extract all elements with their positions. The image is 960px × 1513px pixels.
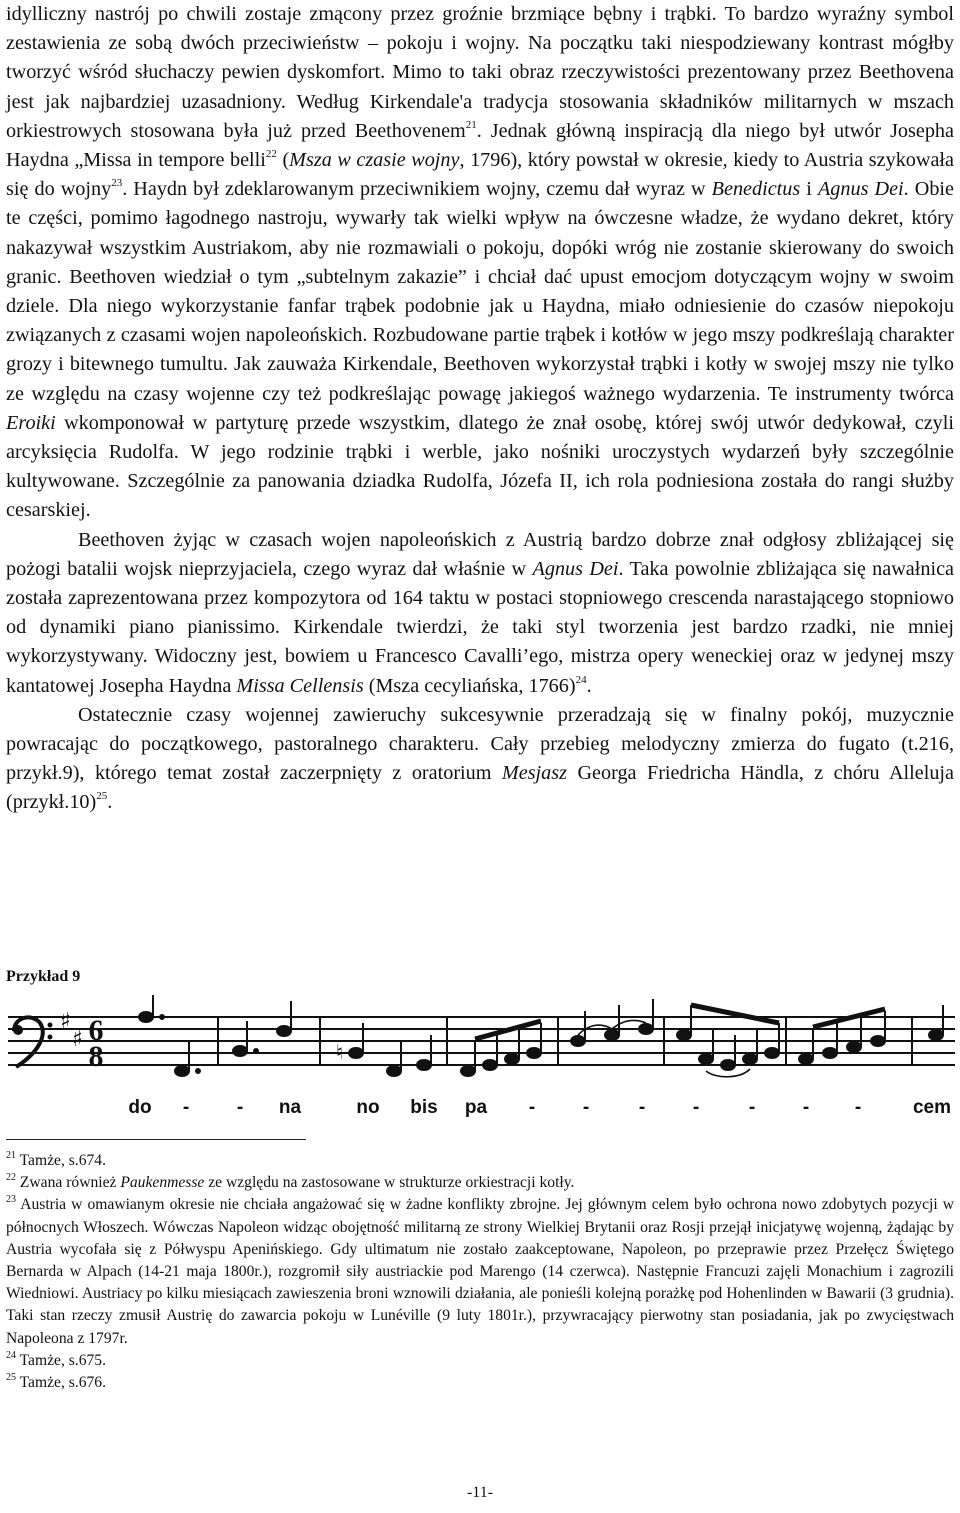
footnote-text: Tamże, s.676. <box>16 1374 106 1392</box>
lyric-syllable: - <box>528 1097 536 1118</box>
svg-text:♯: ♯ <box>72 1027 83 1052</box>
music-example-score <box>0 995 960 1125</box>
lyric-syllable: - <box>692 1097 700 1118</box>
svg-text:♮: ♮ <box>336 1040 344 1064</box>
page-number: -11- <box>466 1484 494 1501</box>
italic-title: Eroiki <box>6 411 56 434</box>
footnote-23 <box>6 1194 954 1349</box>
footnote-ref-21[interactable]: 21 <box>465 118 477 131</box>
paragraph-1 <box>6 0 954 526</box>
text-run: ( <box>276 149 290 172</box>
footnote-number: 24 <box>6 1349 16 1361</box>
natural-sign-icon <box>336 1040 343 1064</box>
paragraph-2 <box>6 526 954 701</box>
footnote-number: 25 <box>6 1372 16 1384</box>
footnote-ref-24[interactable]: 24 <box>575 673 587 686</box>
italic-title: Agnus Dei <box>817 178 904 201</box>
lyric-syllable: cem <box>912 1097 952 1118</box>
footnote-22 <box>6 1172 954 1194</box>
lyric-syllable: - <box>182 1097 190 1118</box>
text-run: . Obie te części, pomimo łagodnego nastroju, wywarły tak wielki wpływ na ówczesne władze, że wydano dekret, który nakazywał wszystkim Austriakom, aby nie rozmawiali o pokoju, dopóki wróg nie zostanie skierowany do swoich granic. Beethoven wiedział o tym „subtelnym zakazie” i chciał dać upust emocjom dotyczącym wojny w swoim dziele. Dla niego wykorzystanie fanfar trąbek podobnie jak u Haydna, miało odniesienie do czasów niepokoju związanych z czasami wojen napoleońskich. Rozbudowane partie trąbek i kotłów w jego mszy podkreślają charakter grozy i bitewnego tumultu. Jak zauważa Kirkendale, Beethoven wykorzystał trąbki i kotły w swojej mszy nie tylko ze względu na czasy wojenne czy też podkreślając powagę jakiegoś ważnego wydarzenia. Te instrumenty twórca <box>6 178 954 405</box>
main-text <box>6 0 954 818</box>
lyric-syllable: no <box>356 1097 380 1118</box>
footnote-text: ze względu na zastosowane w strukturze orkiestracji kotły. <box>204 1174 575 1192</box>
text-run: Beethoven żyjąc w czasach wojen napoleońskich z Austrią bardzo dobrze znał odgłosy zbliżającej się pożogi batalii wojsk nieprzyjaciela, czego wyraz dał właśnie w <box>6 528 954 580</box>
footnote-24 <box>6 1350 954 1372</box>
lyric-syllable: - <box>638 1097 646 1118</box>
footnote-number: 21 <box>6 1150 16 1161</box>
text-run: . Haydn był zdeklarowanym przeciwnikiem wojny, czemu dał wyraz w <box>122 178 712 201</box>
lyric-syllable: - <box>236 1097 244 1118</box>
footnote-text: Austria w omawianym okresie nie chciała angażować się w żadne konflikty zbrojne. Jej głównym celem było ochrona nowo zdobytych pozycji w północnych Włoszech. Wówczas Napoleon widząc obojętność militarną ze strony Wielkiej Brytanii oraz Rosji przejął inicjatywę wojenną, żądając by Austria wycofała się z Półwyspu Apenińskiego. Gdy ultimatum nie zostało zaakceptowane, Napoleon, po przeprawie przez Przełęcz Świętego Bernarda w Alpach (14-21 maja 1800r.), rozgromił siły austriackie pod Marengo (14 czerwca). Następnie Francuzi zajęli Monachium i zagrozili Wiedniowi. Austriacy po kilku miesiącach zawieszenia broni wznowili działania, ale ponieśli kolejną porażkę pod Hohenlinden w Bawarii (3 grudnia). Taki stan rzeczy zmusił Austrię do zawarcia pokoju w Lunéville (9 luty 1801r.), przywracający pierwotny stan posiadania, jak po zwycięstwach Napoleona z 1797r. <box>6 1196 954 1347</box>
text-run: Georga Friedricha Händla, z chóru Alleluja (przykł.10) <box>6 762 954 814</box>
time-signature-bottom: 8 <box>88 1040 104 1073</box>
italic-title: Benedictus <box>711 178 801 201</box>
footnote-number: 23 <box>6 1194 16 1206</box>
text-run: Ostatecznie czasy wojennej zawieruchy sukcesywnie przeradzają się w finalny pokój, muzycznie powracając do początkowego, pastoralnego charakteru. Cały przebieg melodyczny zmierza do fugato (t.216, przykł.9), którego temat został zaczerpnięty z oratorium <box>6 703 954 785</box>
example-title: Przykład 9 <box>6 968 81 985</box>
footnote-25 <box>6 1372 954 1394</box>
italic-title: Agnus Dei <box>532 557 619 580</box>
paragraph-3 <box>6 701 954 818</box>
footnote-ref-22[interactable]: 22 <box>265 148 277 161</box>
italic-title: Missa Cellensis <box>236 674 364 697</box>
bass-clef-icon <box>13 1017 53 1067</box>
text-run: (Msza cecyliańska, 1766) <box>363 674 576 697</box>
lyric-syllable: - <box>854 1097 862 1118</box>
text-run: , 1796), który powstał w okresie, kiedy to Austria szykowała się do wojny <box>6 149 954 201</box>
footnote-21 <box>6 1150 954 1172</box>
lyric-syllable: - <box>582 1097 590 1118</box>
key-signature-sharps-icon <box>60 1009 83 1052</box>
lyric-syllable: do <box>128 1097 152 1118</box>
footnotes <box>6 1150 954 1394</box>
footnote-number: 22 <box>6 1172 16 1184</box>
text-run: . Jednak główną inspiracją dla niego był utwór Josepha Haydna „Missa in tempore belli <box>6 119 954 172</box>
time-signature-top: 6 <box>88 1014 104 1047</box>
text-run: wkomponował w partyturę przede wszystkim, dlatego że znał osobę, której swój utwór dedykował, czyli arcyksięcia Rudolfa. W jego rodzinie trąbki i werble, jako nośniki uroczystych wydarzeń były szczególnie kultywowane. Szczególnie za panowania dziadka Rudolfa, Józefa II, ich rola podniesiona została do rangi służby cesarskiej. <box>6 411 954 522</box>
text-run: . <box>586 674 592 697</box>
footnote-text: Tamże, s.675. <box>16 1351 106 1369</box>
lyric-syllable: - <box>748 1097 756 1118</box>
lyric-syllable: - <box>802 1097 810 1118</box>
italic-title: Mesjasz <box>501 762 567 785</box>
svg-text:♯: ♯ <box>60 1009 71 1034</box>
footnote-separator <box>6 1139 306 1140</box>
lyrics <box>128 1097 951 1118</box>
notes <box>139 995 943 1076</box>
italic-title: Msza w czasie wojny <box>289 149 460 172</box>
text-run: idylliczny nastrój po chwili zostaje zmącony przez groźnie brzmiące bębny i trąbki. To bardzo wyraźny symbol zestawienia ze sobą dwóch przeciwieństw – pokoju i wojny. Na początku taki niespodziewany kontrast mógłby tworzyć wśród słuchaczy pewien dyskomfort. Mimo to taki obraz rzeczywistości prezentowany przez Beethovena jest jak najbardziej uzasadniony. Według Kirkendale'a tradycja stosowania składników militarnych w mszach orkiestrowych stosowana była już przed Beethovenem <box>6 3 954 142</box>
text-run: . <box>107 791 113 814</box>
text-run: . Taka powolnie zbliżająca się nawałnica została zaprezentowana przez kompozytora od 164 taktu w postaci stopniowego crescenda narastającego stopniowo od dynamiki piano pianissimo. Kirkendale twierdzi, że taki styl tworzenia jest bardzo rzadki, nie mniej wykorzystywany. Widoczny jest, bowiem u Francesco Cavalli’ego, mistrza opery weneckiej oraz w jedynej mszy kantatowej Josepha Haydna <box>6 557 954 697</box>
footnote-text: Tamże, s.674. <box>16 1152 106 1169</box>
lyric-syllable: na <box>278 1097 302 1118</box>
lyric-syllable: bis <box>410 1097 438 1118</box>
lyric-syllable: pa <box>464 1097 488 1118</box>
footnote-ref-25[interactable]: 25 <box>96 790 108 803</box>
footnote-text: Zwana również <box>16 1174 121 1192</box>
text-run: i <box>800 178 818 201</box>
footnote-ref-23[interactable]: 23 <box>111 177 123 190</box>
italic-title: Paukenmesse <box>120 1174 205 1192</box>
